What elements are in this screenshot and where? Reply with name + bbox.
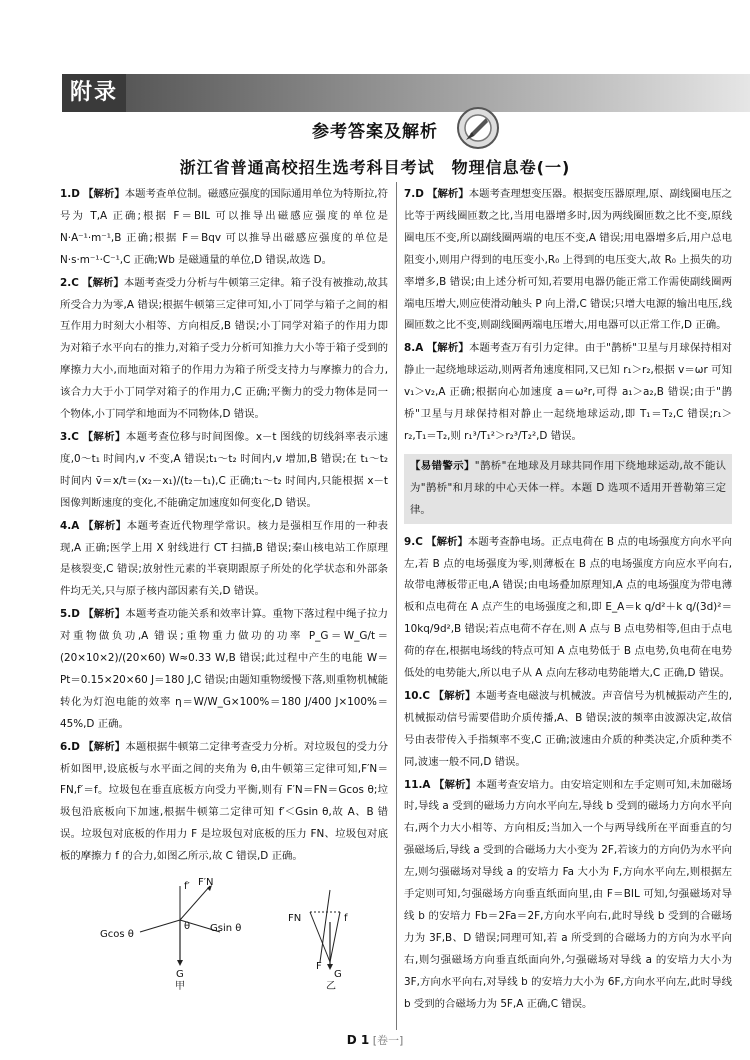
answer-item: 6.D 【解析】本题根据牛顿第二定律考查受力分析。对垃圾包的受力分析如图甲,设底板与水平面之间的夹角为 θ,由牛顿第三定律可知,F′N＝FN,f′＝f。垃圾包在垂直底板方向受力平衡,则有 F′N＝FN＝Gcos θ;垃圾包沿底板向下加速,根据牛顿第二定律可知 f′＜Gsin θ,故 A、B 错误。垃圾包对底板的作用力 F 是垃圾包对底板的压力 FN、垃圾包对底板的摩擦力 f 的合力,如图乙所示,故 C 错误,D 正确。 [60, 740, 389, 863]
page-title: 参考答案及解析 [312, 122, 438, 142]
left-column [60, 184, 389, 993]
fig-label-r-f: f [344, 913, 348, 925]
fig-label-g: G [176, 969, 184, 981]
answer-item: 2.C 【解析】本题考查受力分析与牛顿第三定律。箱子没有被推动,故其所受合力为零,A 错误;根据牛顿第三定律可知,小丁同学与箱子之间的相互作用力时刻大小相等、方向相反,B 错误;小丁同学对箱子的作用力即为对箱子水平向右的推力,对箱子受力分析可知推力大小等于箱子受到的摩擦力大小,而地面对箱子的作用力为箱子所受支持力与摩擦力的合力,该合力大于小丁同学对箱子的作用力,C 正确;平衡力的受力物体是同一个物体,小丁同学和地面为不同物体,D 错误。 [60, 276, 388, 421]
fig-label-gsin: Gsin θ [210, 923, 242, 935]
fig-label-r-g: G [334, 969, 342, 981]
column-divider [396, 182, 397, 1030]
fig-label-fn: F′N [198, 877, 214, 889]
answer-item: 9.C 【解析】本题考查静电场。正点电荷在 B 点的电场强度方向水平向左,若 B 点的电场强度为零,则薄板在 B 点的电场强度方向应水平向右,故带电薄板带正电,A 错误;由电场叠加原理知,A 点的电场强度为带电薄板和点电荷在 A 点产生的电场强度之和,即 E_A＝k q/d²＋k q/(3d)²＝10kq/9d²,B 错误;若点电荷不存在,则 A 点与 B 点电势相等,但由于点电荷的存在,根据电场线的特点可知 A 点电势低于 B 点电势,负电荷在电势低处的电势能大,所以电子从 A 点向左移动电势能增大,C 正确,D 错误。 [404, 535, 733, 680]
warning-box: 【易错警示】"鹊桥"在地球及月球共同作用下绕地球运动,故不能认为"鹊桥"和月球的中心天体一样。本题 D 选项不适用开普勒第三定律。 [404, 454, 732, 524]
answer-item: 7.D 【解析】本题考查理想变压器。根据变压器原理,原、副线圈电压之比等于两线圈匝数之比,当用电器增多时,因为两线圈匝数之比不变,原线圈电压不变,所以副线圈两端的电压不变,A 错误;用电器增多后,用户总电阻变小,则用户得到的电压变小,R₀ 上得到的电压变大,故 R₀ 上损失的功率增多,B 错误;由上述分析可知,若要用电器仍能正常工作需使副线圈两端电压增大,则应使滑动触头 P 向上滑,C 错误;只增大电源的输出电压,线圈匝数之比不变,则副线圈两端电压增大,用电器可以正常工作,D 正确。 [404, 188, 732, 332]
fig-label-r-fn: FN [288, 913, 302, 925]
right-column [404, 184, 732, 1017]
answer-item: 4.A 【解析】本题考查近代物理学常识。核力是强相互作用的一种表现,A 正确;医学上用 X 射线进行 CT 扫描,B 错误;秦山核电站工作原理是核裂变,C 错误;放射性元素的半衰期跟原子所处的化学状态和外部条件均无关,只与原子核内部因素有关,D 错误。 [60, 519, 388, 598]
fig-label-f: f′ [184, 881, 190, 893]
page-number: D 1 [346, 1033, 370, 1047]
page-footer [0, 1032, 750, 1048]
answer-item: 1.D 【解析】本题考查单位制。磁感应强度的国际通用单位为特斯拉,符号为 T,A 正确;根据 F＝BIL 可以推导出磁感应强度的单位是 N·A⁻¹·m⁻¹,B 正确;根据 F＝Bqv 可以推导出磁感应强度的单位是 N·s·m⁻¹·C⁻¹,C 正确;Wb 是磁通量的单位,D 错误,故选 D。 [60, 188, 388, 266]
section-banner [62, 74, 750, 112]
section-tab: 附录 [62, 74, 126, 112]
answer-item: 11.A 【解析】本题考查安培力。由安培定则和左手定则可知,未加磁场时,导线 a 受到的磁场力方向水平向左,导线 b 受到的磁场力方向水平向右,两个力大小相等、方向相反;当加入一个与两导线所在平面垂直的匀强磁场后,导线 a 受到的合磁场力大小变为 2F,若该力的方向仍为水平向左,则匀强磁场对导线 a 的安培力 Fa 大小为 F,方向水平向左,则根据左手定则可知,匀强磁场方向垂直纸面向里,由 F＝BIL 可知,匀强磁场对导线 b 的安培力 Fb＝2Fa＝2F,方向水平向右,此时导线 b 受到的合磁场力为 3F,B、D 错误;同理可知,若 a 所受到的合磁场力的方向为水平向右,则匀强磁场方向垂直纸面向外,匀强磁场对导线 a 的安培力大小为 3F,方向水平向右,对导线 b 的安培力大小为 6F,方向水平向左,此时导线 b 受到的合磁场力为 5F,A 正确,C 错误。 [404, 778, 733, 1010]
exam-title: 浙江省普通高校招生选考科目考试 物理信息卷(一) [179, 158, 571, 177]
answer-item: 5.D 【解析】本题考查功能关系和效率计算。重物下落过程中绳子拉力对重物做负功,A 错误;重物重力做功的功率 P_G＝W_G/t＝(20×10×2)/(20×60) W≈0.33 W,B 错误;此过程中产生的电能 W＝Pt＝0.15×20×60 J＝180 J,C 错误;由题知重物缓慢下落,则重物机械能转化为灯泡电能的效率 η＝W/W_G×100%＝180 J/400 J×100%＝45%,D 正确。 [60, 608, 389, 730]
volume-label: [卷一] [372, 1034, 404, 1047]
answer-item: 8.A 【解析】本题考查万有引力定律。由于"鹊桥"卫星与月球保持相对静止一起绕地球运动,则两者角速度相同,又已知 r₁＞r₂,根据 v＝ωr 可知 v₁＞v₂,A 正确;根据向心加速度 a＝ω²r,可得 a₁＞a₂,B 错误;由于"鹊桥"卫星与月球保持相对静止一起绕地球运动,即 T₁＝T₂,C 错误;r₁＞r₂,T₁＝T₂,则 r₁³/T₁²＞r₂³/T₂²,D 错误。 [404, 342, 732, 442]
force-diagrams [60, 872, 388, 993]
fig-caption-right: 乙 [326, 981, 336, 993]
fig-caption-left: 甲 [175, 981, 185, 993]
answer-item: 10.C 【解析】本题考查电磁波与机械波。声音信号为机械振动产生的,机械振动信号需要借助介质传播,A、B 错误;波的频率由波源决定,故信号由表带传入手指频率不变,C 正确;波速由介质的种类决定,介质种类不同,波速一般不同,D 错误。 [404, 689, 732, 768]
fig-label-r-F: F [316, 961, 322, 973]
fig-label-gcos: Gcos θ [100, 929, 134, 941]
answer-item: 3.C 【解析】本题考查位移与时间图像。x－t 图线的切线斜率表示速度,0～t₁ 时间内,v 不变,A 错误;t₁～t₂ 时间内,v 增加,B 错误;在 t₁～t₂ 时间内 v̄＝x/t＝(x₂－x₁)/(t₂－t₁),C 正确;t₁～t₂ 时间内,只能根据 x－t 图像判断速度的变化,不能确定加速度如何变化,D 错误。 [60, 430, 388, 509]
fig-label-theta: θ [184, 921, 191, 933]
